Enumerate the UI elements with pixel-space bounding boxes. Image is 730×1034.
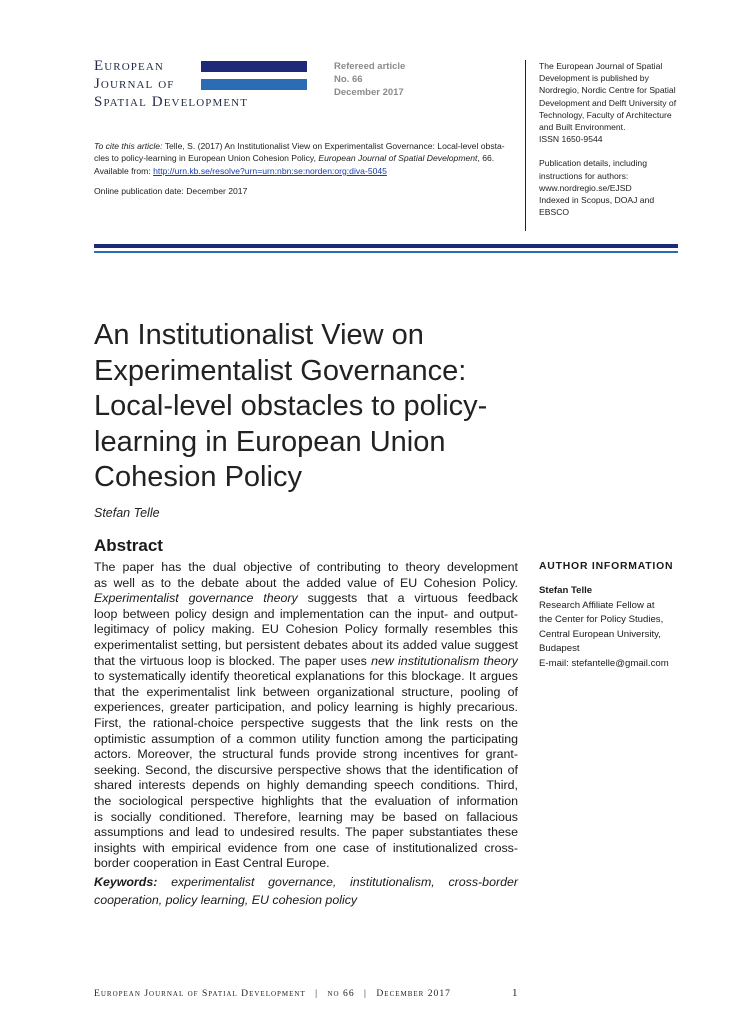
online-date: Online publication date: December 2017	[94, 186, 248, 197]
title-line: learning in European Union	[94, 425, 446, 458]
footer-date: December 2017	[376, 988, 451, 999]
title-line: Cohesion Policy	[94, 461, 302, 493]
title-line: An Institutionalist View on	[94, 319, 424, 351]
citation-text-2a: cles to policy-learning in European Union Cohesion Policy,	[94, 153, 319, 164]
footer-separator: |	[364, 988, 367, 999]
footer-issue-number: 66	[343, 988, 355, 999]
abstract-line: actors. Moreover, the structural funds provide strong incentives for grant-	[94, 747, 518, 762]
abstract-line: assumptions and lead to undesired results. The paper substantiates these	[94, 825, 518, 840]
abstract-term: new institutionalism theory	[371, 653, 518, 668]
publisher-line: The European Journal of Spatial	[539, 61, 663, 71]
keywords	[94, 873, 518, 909]
publisher-line: EBSCO	[539, 207, 570, 218]
citation-line-1	[94, 140, 514, 152]
publisher-info	[539, 60, 684, 218]
keywords-line	[94, 873, 518, 891]
citation-label: To cite this article:	[94, 141, 163, 151]
header-rule-light	[94, 251, 678, 253]
abstract-heading: Abstract	[94, 536, 163, 555]
publisher-divider	[525, 60, 526, 231]
keywords-label: Keywords:	[94, 875, 158, 889]
citation-url-link[interactable]: http://urn.kb.se/resolve?urn=urn:nbn:se:norden:org:diva-5045	[153, 165, 387, 176]
page-footer	[94, 988, 451, 999]
title-line: Local-level obstacles to policy-	[94, 390, 488, 422]
article-number: No. 66	[334, 74, 363, 85]
abstract-line: seeking. Second, the discursive perspective shows that the identification of	[94, 762, 518, 777]
footer-journal: European Journal of Spatial Development	[94, 988, 306, 999]
logo-line-1: European	[94, 58, 164, 74]
citation-text-2b: , 66.	[477, 153, 495, 164]
author-email[interactable]: E-mail: stefantelle@gmail.com	[539, 657, 669, 669]
author-info-line: Budapest	[539, 643, 580, 655]
publisher-line: Development is published by	[539, 73, 649, 84]
publisher-line: Nordregio, Nordic Centre for Spatial	[539, 85, 676, 96]
author-info-heading: AUTHOR INFORMATION	[539, 561, 674, 572]
abstract-line: First, the rational-choice perspective suggests that the link rests on the	[94, 715, 518, 730]
publisher-line: and Built Environment.	[539, 122, 626, 133]
citation-line-3	[94, 165, 514, 177]
footer-separator: |	[315, 988, 319, 999]
publisher-line: Technology, Faculty of Architecture	[539, 109, 672, 120]
title-line: Experimentalist Governance:	[94, 354, 467, 387]
header-rule-dark	[94, 244, 678, 248]
article-title	[94, 318, 524, 496]
abstract-line	[94, 591, 518, 607]
abstract-line: as well as to the debate about the added value of EU Cohesion Policy.	[94, 575, 518, 590]
publisher-link[interactable]: www.nordregio.se/EJSD	[539, 182, 632, 193]
journal-logo	[94, 57, 310, 117]
abstract-line: insights with empirical evidence from one case of institutionalized cross-	[94, 840, 518, 855]
abstract-line: is socially conditioned. Therefore, learning may be based on fallacious	[94, 809, 518, 824]
footer-issue-prefix: no	[327, 988, 340, 999]
abstract-line: shared interests depends on highly demanding speech conditions. Third,	[94, 778, 518, 793]
citation-journal: European Journal of Spatial Development	[318, 153, 478, 164]
publisher-line: instructions for authors:	[539, 170, 629, 181]
article-date: December 2017	[334, 87, 404, 98]
abstract-line	[94, 654, 518, 670]
page-number: 1	[512, 987, 518, 999]
abstract-line: border cooperation in East Central Europe.	[94, 856, 330, 871]
article-meta	[334, 60, 405, 99]
logo-line-2: Journal of	[94, 76, 175, 92]
spacer	[539, 145, 684, 157]
publisher-line: Indexed in Scopus, DOAJ and	[539, 195, 655, 206]
abstract-line: The paper has the dual objective of contributing to theory development	[94, 560, 518, 574]
author-info-line: the Center for Policy Studies,	[539, 614, 664, 626]
abstract-line: optimistic assumption of a common utility function among the participating	[94, 731, 518, 746]
abstract-line: experiences, greater participation, and policy learning is highly precarious.	[94, 700, 518, 715]
abstract-body	[94, 560, 518, 872]
publisher-line: Development and Delft University of	[539, 97, 677, 108]
article-type: Refereed article	[334, 61, 406, 72]
abstract-line: loop between policy design and implementation can the input- and output-	[94, 606, 518, 621]
article-author: Stefan Telle	[94, 506, 160, 520]
author-info	[539, 584, 689, 672]
keywords-text: experimentalist governance, institutionalism, cross-border	[157, 875, 518, 889]
author-info-line: Research Affiliate Fellow at	[539, 599, 655, 611]
logo-bar-dark	[201, 61, 307, 72]
abstract-line: the sociological perspective highlights that the evaluation of information	[94, 793, 518, 808]
abstract-text: that the virtuous loop is blocked. The paper uses	[94, 653, 372, 668]
abstract-line: to systematically identify theoretical explanations for this blockage. It argues	[94, 669, 518, 684]
abstract-term: Experimentalist governance theory	[94, 591, 298, 606]
issn: ISSN 1650-9544	[539, 134, 603, 145]
publisher-line: Publication details, including	[539, 158, 647, 169]
abstract-text: suggests that a virtuous feedback	[297, 591, 518, 606]
logo-line-3: Spatial Development	[94, 94, 249, 110]
abstract-line: that the experimentalist link between organizational structure, pooling of	[94, 684, 518, 699]
citation-block	[94, 140, 514, 198]
author-info-name: Stefan Telle	[539, 585, 593, 596]
keywords-line: cooperation, policy learning, EU cohesion policy	[94, 893, 358, 907]
author-info-line: Central European University,	[539, 628, 661, 640]
available-label: Available from:	[94, 165, 154, 176]
abstract-line: experimentalist setting, but persistent debates about its added value suggest	[94, 637, 518, 652]
citation-line-2	[94, 152, 514, 164]
logo-bar-light	[201, 79, 307, 90]
abstract-line: legitimacy of policy making. EU Cohesion Policy formally resembles this	[94, 622, 518, 637]
citation-text-1: Telle, S. (2017) An Institutionalist View on Experimentalist Governance: Local-level obsta-	[162, 141, 505, 151]
